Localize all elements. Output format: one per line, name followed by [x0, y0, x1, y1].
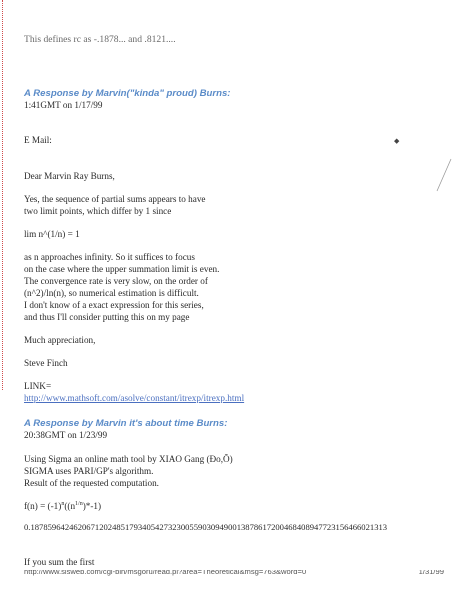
- formula-exponent-n: n: [61, 500, 65, 507]
- response-heading-1: A Response by Marvin("kinda" proud) Burns:: [24, 88, 231, 99]
- paragraph-line: SIGMA uses PARI/GP's algorithm.: [24, 466, 154, 476]
- footer-date: 1/31/99: [418, 570, 444, 576]
- paragraph-line: and thus I'll consider putting this on my page: [24, 312, 190, 322]
- email-label: E Mail:: [24, 135, 52, 145]
- response-heading-2: A Response by Marvin it's about time Burns:: [24, 418, 228, 429]
- footer-url: http://www.sisweb.com/cgi-bin/msgoru/read.pl?area=Theoretical&msg=763&word=0: [24, 570, 307, 576]
- response-timestamp-1: 1:41GMT on 1/17/99: [24, 100, 103, 110]
- scan-speck: ◆: [394, 137, 400, 145]
- print-footer: [24, 570, 444, 582]
- paragraph-line: The convergence rate is very slow, on the order of: [24, 276, 208, 286]
- formula-suffix: )*-1): [82, 501, 102, 511]
- paragraph-line: (n^2)/ln(n), so numerical estimation is difficult.: [24, 288, 199, 298]
- paragraph-line: on the case where the upper summation limit is even.: [24, 264, 220, 274]
- formula-mid: ((n: [64, 501, 76, 511]
- scan-stroke: [436, 158, 452, 192]
- computation-result: 0.18785964246206712024851793405427323005590309490013878617200468408947723156466021313: [24, 522, 388, 532]
- signature: Steve Finch: [24, 358, 68, 368]
- limit-formula: lim n^(1/n) = 1: [24, 229, 80, 239]
- paragraph-line: I don't know of a exact expression for this series,: [24, 300, 204, 310]
- greeting: Dear Marvin Ray Burns,: [24, 171, 115, 181]
- margin-rule: [2, 0, 3, 390]
- formula-prefix: f(n) = (-1): [24, 501, 62, 511]
- paragraph-line: two limit points, which differ by 1 since: [24, 206, 172, 216]
- link-label: LINK=: [24, 381, 52, 391]
- paragraph-line: Result of the requested computation.: [24, 478, 159, 488]
- paragraph-line: Yes, the sequence of partial sums appears to have: [24, 194, 206, 204]
- paragraph-line: as n approaches infinity. So it suffices to focus: [24, 252, 195, 262]
- paragraph-line: Using Sigma an online math tool by XIAO Gang (Ðo,Õ): [24, 454, 233, 464]
- closing: Much appreciation,: [24, 335, 96, 345]
- trailing-text: If you sum the first: [24, 557, 95, 567]
- series-formula: [24, 500, 101, 512]
- itrexp-link[interactable]: http://www.mathsoft.com/asolve/constant/itrexp/itrexp.html: [24, 393, 245, 403]
- formula-exponent-1-over-n: 1/n: [75, 500, 83, 507]
- response-timestamp-2: 20:38GMT on 1/23/99: [24, 430, 108, 440]
- top-line: This defines rc as -.1878... and .8121....: [24, 34, 176, 45]
